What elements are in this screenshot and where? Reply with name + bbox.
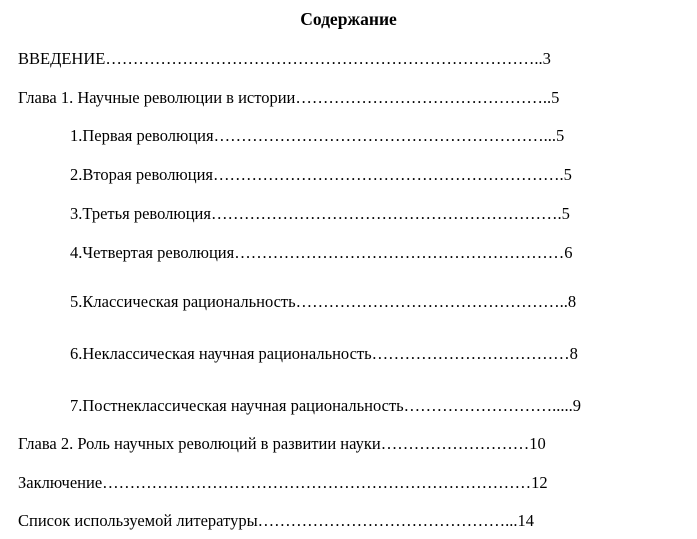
toc-entry-section-3: 3.Третья революция……………………………………………………….5 xyxy=(70,204,570,223)
toc-entry-introduction: ВВЕДЕНИЕ……………………………………………………………………..3 xyxy=(18,49,551,68)
toc-entry-section-6: 6.Неклассическая научная рациональность………………………………8 xyxy=(70,344,578,363)
toc-entry-section-1: 1.Первая революция……………………………………………………...5 xyxy=(70,126,565,145)
toc-entry-section-2: 2.Вторая революция……………………………………………………….5 xyxy=(70,165,572,184)
toc-entry-chapter-1: Глава 1. Научные революции в истории………………………………………..5 xyxy=(18,88,560,107)
toc-entry-section-4: 4.Четвертая революция……………………………………………………6 xyxy=(70,243,573,262)
toc-entry-section-5: 5.Классическая рациональность…………………………………………..8 xyxy=(70,292,577,311)
toc-entry-bibliography: Список используемой литературы………………………………………...14 xyxy=(18,511,535,530)
toc-entry-conclusion: Заключение……………………………………………………………………12 xyxy=(18,473,548,492)
page-title: Содержание xyxy=(300,9,397,29)
toc-entry-section-7: 7.Постнеклассическая научная рациональность……………………….....9 xyxy=(70,396,582,415)
toc-entry-chapter-2: Глава 2. Роль научных революций в развитии науки………………………10 xyxy=(18,434,546,453)
